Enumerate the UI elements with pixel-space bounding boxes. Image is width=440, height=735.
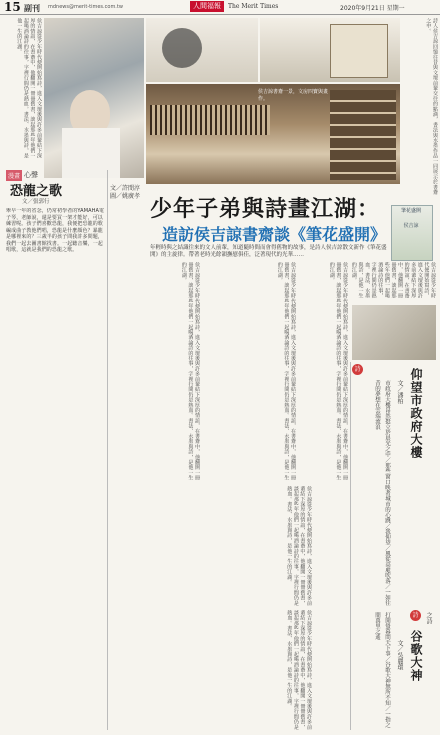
left-article-title: 恐龍之歌 [10,184,63,199]
section-tag: 漫畫 [6,170,22,181]
poem2-badge: 詩 [410,610,421,621]
feature-body-block-4: 侯吉諒從少年時代便開始寫詩，進入文壇後與許多前輩結下深厚的情誼，在書齋中，他翻開一冊冊舊書，談起那些年他們一起喝酒論詩的往事，字裡行間仍是熱血。書法、水墨與詩，是他一生的江湖。 [350,262,436,299]
newspaper-logo-en: The Merit Times [228,3,279,10]
top-left-caption: 侯吉諒從少年時代便開始寫詩，進入文壇後與許多前輩結下深厚的情誼，在書齋中，他翻開一冊冊舊書，談起那些年他們一起喝酒論詩的往事，字裡行間仍是熱血。書法、水墨與詩，是他一生的江湖。 [16,18,42,159]
poem2-badge-word: 之詩 [425,612,432,624]
feature-lead: 年輕時與之結識往來的文人前輩，知道隨時間而會得舊物的故事，是詩人侯吉諒散文新作《筆花盛開》的主旋律。帶著老時光餘韻撫慰俱佳，泛著現代的光華…… [150,245,387,258]
feature-body-block-6: 侯吉諒從少年時代便開始寫詩，進入文壇後與許多前輩結下深厚的情誼，在書齋中，他翻開一冊冊舊書，談起那些年他們一起喝酒論詩的往事，字裡行間仍是熱血。書法、水墨與詩，是他一生的江湖。 [286,610,312,730]
feature-body-block-1: 侯吉諒從少年時代便開始寫詩，進入文壇後與許多前輩結下深厚的情誼，在書齋中，他翻開一冊冊舊書，談起那些年他們一起喝酒論詩的往事，字裡行間仍是熱血。書法、水墨與詩，是他一生的江湖。 [180,262,200,481]
left-article-author: 文／張郭行 [22,199,50,205]
issue-date: 2020年9月21日 星期一 [340,5,405,12]
book-cover-title: 筆花盛開 [400,208,421,214]
bookshelf [330,90,396,180]
poem-rule [350,362,351,730]
poem2-title: 谷歌大神 [409,630,423,682]
feature-body-block-5: 侯吉諒從少年時代便開始寫詩，進入文壇後與許多前輩結下深厚的情誼，在書齋中，他翻開一冊冊舊書，談起那些年他們一起喝酒論詩的往事，字裡行間仍是熱血。書法、水墨與詩，是他一生的江湖。 [286,486,312,606]
feature-subtitle: 造訪侯吉諒書齋談《筆花盛開》 [162,225,387,244]
poem2-body: 打開螢幕問天下事／谷歌大神無所不知／一指之間萬里之遙 [374,612,390,728]
brushes-row [150,105,270,135]
right-top-column: 詩人侯吉諒回憶往昔與文壇前輩交往的點滴，書法與水墨作品一同展示於書齋之中。 [425,18,438,195]
studio-photo-small [352,305,436,360]
newspaper-logo: 人間福報 [190,1,224,12]
poem-title: 仰望市政府大樓 [409,368,423,459]
ink-flower [162,28,202,68]
feature-title: 少年子弟與詩畫江湖： [150,196,381,222]
portrait-shirt [62,128,120,178]
feature-body-block-3: 侯吉諒從少年時代便開始寫詩，進入文壇後與許多前輩結下深厚的情誼，在書齋中，他翻開一冊冊舊書，談起那些年他們一起喝酒論詩的往事，字裡行間仍是熱血。書法、水墨與詩，是他一生的江湖。 [328,262,348,481]
feature-byline: 文／許閔淳 圖／姚廣孝 [110,185,141,200]
section-name: 副刊 [24,4,40,13]
page-number: 15 [4,0,21,14]
poem-badge: 詩 [352,364,363,375]
poem2-author: 文／吳麗環 [396,640,403,670]
section-tag-word: 心聲 [24,171,38,179]
photo-caption: 侯吉諒書齋一景，文房四寶與畫作。 [258,89,329,102]
book-cover-author: 侯吉諒 [403,223,419,229]
email-address[interactable]: mdnews@merit-times.com.tw [48,4,123,10]
painting-scroll [330,24,388,78]
poem-body: 市政府大樓昂然挺立於晨光之中／那些窗口映著城市的心跳／我仰望／風從高處吹落／一如往昔的夢想在雲端流浪 [374,380,390,606]
left-article-body: 舉早一年的省念，仍常初學者的YAMAHA電子琴，老師說，還是要買一架才能好，可以練習呢。孩子們喜歡恐龍，我便把恐龍的歌編成曲子教他們唱，恐龍是什麼顏色？暴龍是哪裡來的？三歲半的孩子問我許多問題，我們一起去圖書館找書。一起聽音樂，一起唱歌，這就是我們的恐龍之歌。 [6,208,105,253]
feature-body-block-2: 侯吉諒從少年時代便開始寫詩，進入文壇後與許多前輩結下深厚的情誼，在書齋中，他翻開一冊冊舊書，談起那些年他們一起喝酒論詩的往事，字裡行間仍是熱血。書法、水墨與詩，是他一生的江湖。 [276,262,296,481]
column-rule [107,170,108,730]
poem-author: 文／潘柏 [396,380,403,404]
